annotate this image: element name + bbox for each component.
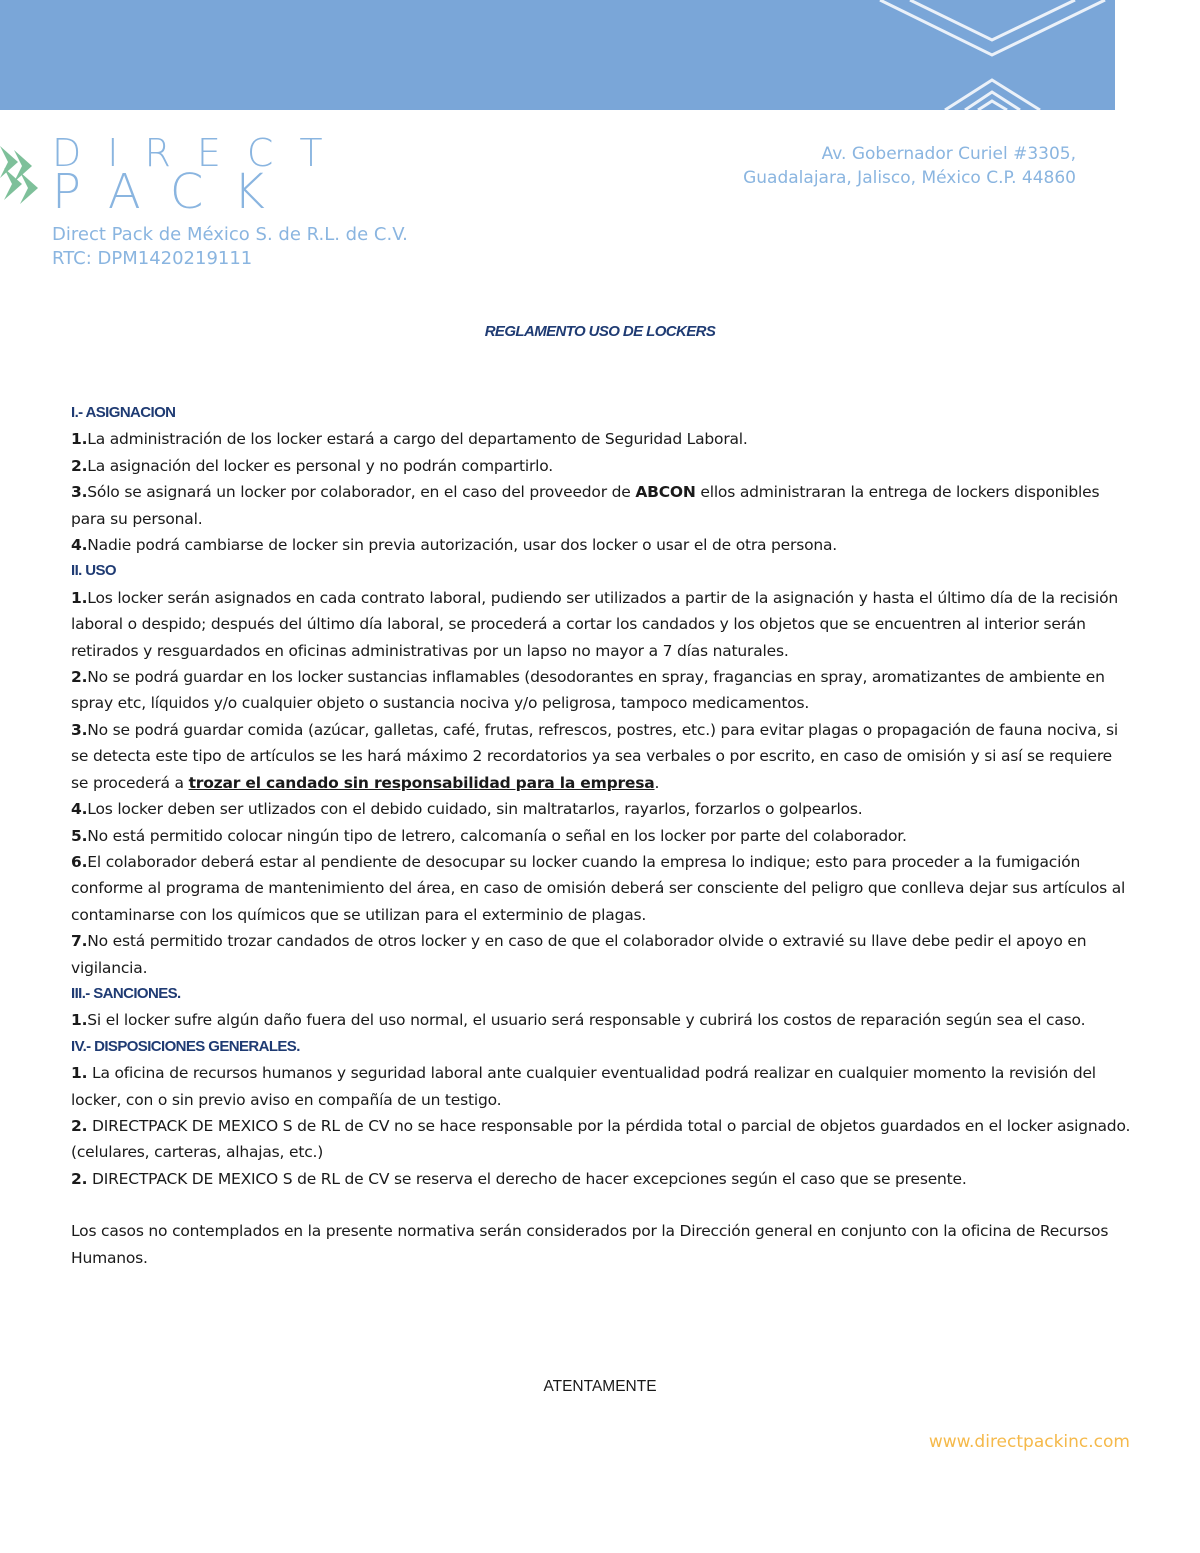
rule-item: 7.No está permitido trozar candados de otros locker y en caso de que el colaborador olvide o extravié su llave debe pedir el apoyo en vigilancia. — [71, 932, 1087, 977]
address-line-2: Guadalajara, Jalisco, México C.P. 44860 — [743, 168, 1076, 188]
rule-item: 2. DIRECTPACK DE MEXICO S de RL de CV no se hace responsable por la pérdida total o parcial de objetos guardados en el locker asignado. (celulares, carteras, alhajas, etc.) — [71, 1116, 1131, 1162]
rule-item: 1.La administración de los locker estará a cargo del departamento de Seguridad Laboral. — [71, 430, 748, 449]
closing-paragraph: Los casos no contemplados en la presente normativa serán considerados por la Dirección general en conjunto con la oficina de Recursos Humanos. — [71, 1222, 1109, 1267]
section-heading-asignacion: I.- ASIGNACION — [71, 404, 176, 421]
rule-item: 1. La oficina de recursos humanos y seguridad laboral ante cualquier eventualidad podrá realizar en cualquier momento la revisión del locker, con o sin previo aviso en compañía de un testigo. — [71, 1064, 1096, 1109]
rule-item: 2. DIRECTPACK DE MEXICO S de RL de CV se reserva el derecho de hacer excepciones según el caso que se presente. — [71, 1169, 967, 1188]
rule-item: 6.El colaborador deberá estar al pendiente de desocupar su locker cuando la empresa lo indique; esto para proceder a la fumigación conforme al programa de mantenimiento del área, en caso de omisión deberá ser consciente del peligro que conlleva dejar sus artículos al contaminarse con los químicos que se utilizan para el exterminio de plagas. — [71, 852, 1126, 924]
company-legal-name: Direct Pack de México S. de R.L. de C.V. — [52, 224, 408, 245]
rule-item: 4.Los locker deben ser utlizados con el debido cuidado, sin maltratarlos, rayarlos, forzarlos o golpearlos. — [71, 800, 863, 819]
website-link[interactable]: www.directpackinc.com — [928, 1432, 1130, 1452]
emphasized-consequence: trozar el candado sin responsabilidad para la empresa — [188, 773, 655, 792]
document-title: REGLAMENTO USO DE LOCKERS — [484, 323, 716, 340]
document-body — [71, 400, 1133, 1271]
rule-item: 2.La asignación del locker es personal y no podrán compartirlo. — [71, 456, 553, 475]
section-heading-disposiciones: IV.- DISPOSICIONES GENERALES. — [71, 1037, 300, 1055]
rule-item: 1.Los locker serán asignados en cada contrato laboral, pudiendo ser utilizados a partir de la asignación y hasta el último día de la recisión laboral o despido; después del último día laboral, se procederá a cortar los candados y los objetos que se encuentren al interior serán retirados y resguardados en oficinas administrativas por un lapso no mayor a 7 días naturales. — [71, 588, 1119, 660]
supplier-name: ABCON — [635, 483, 696, 502]
banner-diamond-graphic — [870, 0, 1115, 110]
rule-item: 5.No está permitido colocar ningún tipo de letrero, calcomanía o señal en los locker por parte del colaborador. — [71, 826, 907, 845]
address-line-1: Av. Gobernador Curiel #3305, — [821, 144, 1076, 164]
rule-item: 4.Nadie podrá cambiarse de locker sin previa autorización, usar dos locker o usar el de otra persona. — [71, 536, 838, 555]
rule-item: 3.Sólo se asignará un locker por colaborador, en el caso del proveedor de ABCON ellos administraran la entrega de lockers disponibles para su personal. — [71, 483, 1100, 528]
direct-pack-logo-icon — [0, 140, 44, 210]
company-rfc: RTC: DPM1420219111 — [52, 248, 253, 269]
sign-off: ATENTAMENTE — [543, 1378, 657, 1395]
rule-item: 2.No se podrá guardar en los locker sustancias inflamables (desodorantes en spray, fragancias en spray, aromatizantes de ambiente en spray etc, líquidos y/o cualquier objeto o sustancia nociva y/o peligrosa, tampoco medicamentos. — [71, 668, 1105, 713]
rule-item: 1.Si el locker sufre algún daño fuera del uso normal, el usuario será responsable y cubrirá los costos de reparación según sea el caso. — [71, 1011, 1086, 1030]
rule-item: 3.No se podrá guardar comida (azúcar, galletas, café, frutas, refrescos, postres, etc.) para evitar plagas o propagación de fauna nociva, si se detecta este tipo de artículos se les hará máximo 2 recordatorios ya sea verbales o por escrito, en caso de omisión y si así se requiere se procederá a trozar el candado sin responsabilidad para la empresa. — [71, 720, 1119, 792]
logo-wordmark-direct: DIRECT — [52, 131, 349, 175]
section-heading-uso: II. USO — [71, 562, 116, 580]
logo-wordmark-pack: PACK — [52, 164, 295, 220]
paragraph-spacer — [71, 1192, 1133, 1218]
section-heading-sanciones: III.- SANCIONES. — [71, 984, 181, 1002]
